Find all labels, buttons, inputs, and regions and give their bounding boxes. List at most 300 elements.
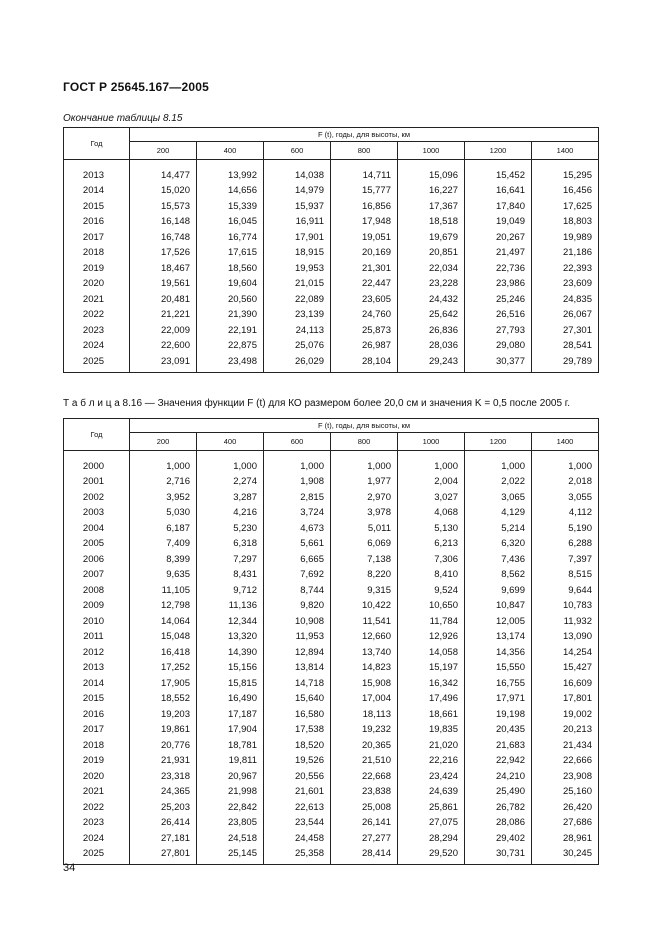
table-row [64, 645, 599, 661]
value-cell: 17,901 [264, 230, 331, 246]
height-column-header: 1000 [398, 433, 465, 451]
value-cell: 17,625 [532, 199, 599, 215]
value-cell: 21,931 [130, 754, 197, 770]
value-cell: 14,718 [264, 676, 331, 692]
value-cell: 24,458 [264, 831, 331, 847]
year-cell: 2011 [64, 630, 130, 646]
value-cell: 22,875 [197, 339, 264, 355]
value-cell: 14,254 [532, 645, 599, 661]
table-row [64, 583, 599, 599]
value-cell: 21,510 [331, 754, 398, 770]
value-cell: 28,414 [331, 847, 398, 865]
value-cell: 18,661 [398, 707, 465, 723]
value-cell: 26,414 [130, 816, 197, 832]
table-8-16 [63, 418, 599, 865]
value-cell: 28,541 [532, 339, 599, 355]
value-cell: 8,399 [130, 552, 197, 568]
value-cell: 8,220 [331, 568, 398, 584]
value-cell: 5,030 [130, 506, 197, 522]
value-cell: 23,424 [398, 769, 465, 785]
value-cell: 23,805 [197, 816, 264, 832]
table-row [64, 552, 599, 568]
year-cell: 2010 [64, 614, 130, 630]
height-column-header: 200 [130, 142, 197, 160]
table-row [64, 630, 599, 646]
year-column-header: Год [64, 419, 130, 451]
year-cell: 2015 [64, 199, 130, 215]
value-cell: 12,894 [264, 645, 331, 661]
value-cell: 3,065 [465, 490, 532, 506]
value-cell: 30,731 [465, 847, 532, 865]
value-cell: 20,776 [130, 738, 197, 754]
table-row [64, 614, 599, 630]
value-cell: 16,856 [331, 199, 398, 215]
value-cell: 22,191 [197, 323, 264, 339]
value-cell: 21,015 [264, 277, 331, 293]
value-cell: 15,156 [197, 661, 264, 677]
year-cell: 2017 [64, 723, 130, 739]
value-cell: 23,318 [130, 769, 197, 785]
table-row [64, 754, 599, 770]
value-cell: 29,080 [465, 339, 532, 355]
height-column-header: 1200 [465, 433, 532, 451]
value-cell: 15,295 [532, 160, 599, 184]
height-column-header: 800 [331, 142, 398, 160]
value-cell: 25,145 [197, 847, 264, 865]
year-cell: 2012 [64, 645, 130, 661]
height-column-header: 600 [264, 142, 331, 160]
value-cell: 25,246 [465, 292, 532, 308]
value-cell: 26,141 [331, 816, 398, 832]
year-cell: 2000 [64, 451, 130, 475]
year-cell: 2013 [64, 661, 130, 677]
value-cell: 27,301 [532, 323, 599, 339]
table-row [64, 568, 599, 584]
year-cell: 2013 [64, 160, 130, 184]
value-cell: 18,560 [197, 261, 264, 277]
value-cell: 23,605 [331, 292, 398, 308]
year-cell: 2015 [64, 692, 130, 708]
value-cell: 3,724 [264, 506, 331, 522]
year-cell: 2018 [64, 738, 130, 754]
year-cell: 2008 [64, 583, 130, 599]
value-cell: 16,456 [532, 184, 599, 200]
value-cell: 18,781 [197, 738, 264, 754]
year-cell: 2014 [64, 184, 130, 200]
value-cell: 6,069 [331, 537, 398, 553]
value-cell: 18,518 [398, 215, 465, 231]
value-cell: 20,851 [398, 246, 465, 262]
value-cell: 23,544 [264, 816, 331, 832]
value-cell: 11,541 [331, 614, 398, 630]
value-cell: 4,068 [398, 506, 465, 522]
table-row [64, 451, 599, 475]
value-cell: 7,306 [398, 552, 465, 568]
value-cell: 1,908 [264, 475, 331, 491]
value-cell: 16,774 [197, 230, 264, 246]
value-cell: 21,998 [197, 785, 264, 801]
value-cell: 1,000 [130, 451, 197, 475]
value-cell: 12,660 [331, 630, 398, 646]
value-cell: 23,838 [331, 785, 398, 801]
value-cell: 17,496 [398, 692, 465, 708]
value-cell: 26,516 [465, 308, 532, 324]
value-cell: 6,213 [398, 537, 465, 553]
value-cell: 22,736 [465, 261, 532, 277]
value-cell: 15,573 [130, 199, 197, 215]
value-cell: 17,187 [197, 707, 264, 723]
value-cell: 20,169 [331, 246, 398, 262]
value-cell: 15,815 [197, 676, 264, 692]
value-cell: 17,526 [130, 246, 197, 262]
value-cell: 14,823 [331, 661, 398, 677]
year-cell: 2005 [64, 537, 130, 553]
value-cell: 26,067 [532, 308, 599, 324]
value-cell: 13,740 [331, 645, 398, 661]
value-cell: 16,580 [264, 707, 331, 723]
value-cell: 7,409 [130, 537, 197, 553]
value-cell: 9,315 [331, 583, 398, 599]
value-cell: 23,986 [465, 277, 532, 293]
value-cell: 20,556 [264, 769, 331, 785]
height-column-header: 1400 [532, 433, 599, 451]
table-row [64, 261, 599, 277]
value-cell: 19,989 [532, 230, 599, 246]
value-cell: 15,937 [264, 199, 331, 215]
value-cell: 19,051 [331, 230, 398, 246]
value-cell: 8,410 [398, 568, 465, 584]
value-cell: 29,243 [398, 354, 465, 372]
value-cell: 4,673 [264, 521, 331, 537]
value-cell: 19,835 [398, 723, 465, 739]
value-cell: 23,609 [532, 277, 599, 293]
value-cell: 3,027 [398, 490, 465, 506]
value-cell: 17,004 [331, 692, 398, 708]
table-row [64, 339, 599, 355]
table-8-15 [63, 127, 599, 373]
table-row [64, 323, 599, 339]
value-cell: 1,000 [264, 451, 331, 475]
height-column-header: 800 [331, 433, 398, 451]
value-cell: 20,267 [465, 230, 532, 246]
table-row [64, 506, 599, 522]
value-cell: 15,777 [331, 184, 398, 200]
height-column-header: 200 [130, 433, 197, 451]
value-cell: 16,755 [465, 676, 532, 692]
year-cell: 2025 [64, 354, 130, 372]
value-cell: 1,977 [331, 475, 398, 491]
table-row [64, 292, 599, 308]
value-cell: 5,011 [331, 521, 398, 537]
value-cell: 24,365 [130, 785, 197, 801]
value-cell: 22,216 [398, 754, 465, 770]
value-cell: 19,811 [197, 754, 264, 770]
table-row [64, 599, 599, 615]
table-row [64, 354, 599, 372]
value-cell: 10,847 [465, 599, 532, 615]
value-cell: 10,783 [532, 599, 599, 615]
value-cell: 4,216 [197, 506, 264, 522]
value-cell: 12,344 [197, 614, 264, 630]
value-cell: 12,798 [130, 599, 197, 615]
value-cell: 9,644 [532, 583, 599, 599]
value-cell: 23,908 [532, 769, 599, 785]
value-cell: 14,064 [130, 614, 197, 630]
value-cell: 14,979 [264, 184, 331, 200]
year-cell: 2022 [64, 800, 130, 816]
value-cell: 6,288 [532, 537, 599, 553]
value-cell: 13,992 [197, 160, 264, 184]
value-cell: 15,020 [130, 184, 197, 200]
table-row [64, 661, 599, 677]
value-cell: 11,932 [532, 614, 599, 630]
height-group-header: F (t), годы, для высоты, км [130, 128, 599, 142]
value-cell: 7,692 [264, 568, 331, 584]
value-cell: 28,086 [465, 816, 532, 832]
value-cell: 17,615 [197, 246, 264, 262]
value-cell: 25,076 [264, 339, 331, 355]
table-row [64, 692, 599, 708]
value-cell: 20,435 [465, 723, 532, 739]
value-cell: 27,686 [532, 816, 599, 832]
value-cell: 27,075 [398, 816, 465, 832]
value-cell: 28,961 [532, 831, 599, 847]
height-column-header: 600 [264, 433, 331, 451]
year-cell: 2019 [64, 261, 130, 277]
value-cell: 20,560 [197, 292, 264, 308]
value-cell: 7,436 [465, 552, 532, 568]
value-cell: 25,873 [331, 323, 398, 339]
year-cell: 2019 [64, 754, 130, 770]
value-cell: 21,390 [197, 308, 264, 324]
value-cell: 25,203 [130, 800, 197, 816]
value-cell: 19,002 [532, 707, 599, 723]
year-cell: 2014 [64, 676, 130, 692]
value-cell: 19,049 [465, 215, 532, 231]
value-cell: 17,840 [465, 199, 532, 215]
value-cell: 12,005 [465, 614, 532, 630]
table-row [64, 816, 599, 832]
table-row [64, 199, 599, 215]
value-cell: 8,431 [197, 568, 264, 584]
value-cell: 10,650 [398, 599, 465, 615]
value-cell: 19,232 [331, 723, 398, 739]
value-cell: 14,711 [331, 160, 398, 184]
year-cell: 2024 [64, 339, 130, 355]
value-cell: 25,008 [331, 800, 398, 816]
year-cell: 2020 [64, 277, 130, 293]
value-cell: 16,148 [130, 215, 197, 231]
value-cell: 17,367 [398, 199, 465, 215]
value-cell: 1,000 [532, 451, 599, 475]
value-cell: 25,358 [264, 847, 331, 865]
value-cell: 4,112 [532, 506, 599, 522]
value-cell: 24,210 [465, 769, 532, 785]
value-cell: 14,477 [130, 160, 197, 184]
table-row [64, 707, 599, 723]
value-cell: 9,635 [130, 568, 197, 584]
value-cell: 16,045 [197, 215, 264, 231]
value-cell: 17,538 [264, 723, 331, 739]
value-cell: 21,434 [532, 738, 599, 754]
value-cell: 5,214 [465, 521, 532, 537]
year-cell: 2009 [64, 599, 130, 615]
value-cell: 25,160 [532, 785, 599, 801]
value-cell: 18,467 [130, 261, 197, 277]
document-title: ГОСТ Р 25645.167—2005 [63, 80, 209, 94]
value-cell: 22,613 [264, 800, 331, 816]
value-cell: 20,213 [532, 723, 599, 739]
value-cell: 15,096 [398, 160, 465, 184]
value-cell: 12,926 [398, 630, 465, 646]
value-cell: 1,000 [398, 451, 465, 475]
value-cell: 6,320 [465, 537, 532, 553]
value-cell: 14,390 [197, 645, 264, 661]
value-cell: 15,640 [264, 692, 331, 708]
value-cell: 17,948 [331, 215, 398, 231]
value-cell: 18,520 [264, 738, 331, 754]
value-cell: 24,639 [398, 785, 465, 801]
value-cell: 22,009 [130, 323, 197, 339]
height-group-header: F (t), годы, для высоты, км [130, 419, 599, 433]
value-cell: 28,294 [398, 831, 465, 847]
value-cell: 7,138 [331, 552, 398, 568]
table-row [64, 847, 599, 865]
table-row [64, 160, 599, 184]
value-cell: 1,000 [197, 451, 264, 475]
value-cell: 3,055 [532, 490, 599, 506]
year-cell: 2023 [64, 816, 130, 832]
table-row [64, 475, 599, 491]
year-cell: 2021 [64, 785, 130, 801]
value-cell: 20,967 [197, 769, 264, 785]
value-cell: 20,481 [130, 292, 197, 308]
value-cell: 19,953 [264, 261, 331, 277]
value-cell: 19,679 [398, 230, 465, 246]
value-cell: 16,911 [264, 215, 331, 231]
value-cell: 15,427 [532, 661, 599, 677]
value-cell: 18,113 [331, 707, 398, 723]
value-cell: 11,784 [398, 614, 465, 630]
value-cell: 3,978 [331, 506, 398, 522]
table-row [64, 277, 599, 293]
value-cell: 3,287 [197, 490, 264, 506]
value-cell: 26,987 [331, 339, 398, 355]
year-cell: 2006 [64, 552, 130, 568]
height-column-header: 400 [197, 142, 264, 160]
value-cell: 13,320 [197, 630, 264, 646]
value-cell: 22,842 [197, 800, 264, 816]
table-8-16-caption: Т а б л и ц а 8.16 — Значения функции F (t) для КО размером более 20,0 см и значения K = 0,5 после 2005 г. [63, 398, 571, 409]
value-cell: 9,712 [197, 583, 264, 599]
value-cell: 1,000 [331, 451, 398, 475]
value-cell: 10,908 [264, 614, 331, 630]
value-cell: 23,498 [197, 354, 264, 372]
value-cell: 6,318 [197, 537, 264, 553]
value-cell: 22,942 [465, 754, 532, 770]
table-row [64, 800, 599, 816]
value-cell: 29,789 [532, 354, 599, 372]
value-cell: 19,526 [264, 754, 331, 770]
year-cell: 2007 [64, 568, 130, 584]
height-column-header: 1200 [465, 142, 532, 160]
value-cell: 19,203 [130, 707, 197, 723]
table-row [64, 308, 599, 324]
value-cell: 1,000 [465, 451, 532, 475]
year-cell: 2023 [64, 323, 130, 339]
value-cell: 15,197 [398, 661, 465, 677]
value-cell: 21,497 [465, 246, 532, 262]
value-cell: 16,609 [532, 676, 599, 692]
year-cell: 2025 [64, 847, 130, 865]
value-cell: 22,668 [331, 769, 398, 785]
table-row [64, 215, 599, 231]
value-cell: 22,034 [398, 261, 465, 277]
value-cell: 26,782 [465, 800, 532, 816]
value-cell: 11,105 [130, 583, 197, 599]
value-cell: 19,198 [465, 707, 532, 723]
value-cell: 29,402 [465, 831, 532, 847]
value-cell: 29,520 [398, 847, 465, 865]
value-cell: 16,748 [130, 230, 197, 246]
value-cell: 24,432 [398, 292, 465, 308]
value-cell: 27,181 [130, 831, 197, 847]
year-cell: 2016 [64, 707, 130, 723]
value-cell: 24,518 [197, 831, 264, 847]
value-cell: 9,699 [465, 583, 532, 599]
value-cell: 2,716 [130, 475, 197, 491]
value-cell: 19,861 [130, 723, 197, 739]
value-cell: 15,048 [130, 630, 197, 646]
value-cell: 2,274 [197, 475, 264, 491]
year-cell: 2018 [64, 246, 130, 262]
value-cell: 8,515 [532, 568, 599, 584]
year-cell: 2024 [64, 831, 130, 847]
value-cell: 9,524 [398, 583, 465, 599]
table-8-15-caption: Окончание таблицы 8.15 [63, 113, 183, 124]
table-row [64, 246, 599, 262]
height-column-header: 1400 [532, 142, 599, 160]
value-cell: 13,814 [264, 661, 331, 677]
year-cell: 2017 [64, 230, 130, 246]
value-cell: 10,422 [331, 599, 398, 615]
value-cell: 30,245 [532, 847, 599, 865]
value-cell: 7,297 [197, 552, 264, 568]
value-cell: 14,356 [465, 645, 532, 661]
value-cell: 15,452 [465, 160, 532, 184]
value-cell: 21,221 [130, 308, 197, 324]
value-cell: 14,058 [398, 645, 465, 661]
value-cell: 20,365 [331, 738, 398, 754]
value-cell: 14,038 [264, 160, 331, 184]
value-cell: 15,908 [331, 676, 398, 692]
value-cell: 26,420 [532, 800, 599, 816]
page-number: 34 [63, 862, 76, 874]
value-cell: 25,642 [398, 308, 465, 324]
value-cell: 25,490 [465, 785, 532, 801]
year-cell: 2021 [64, 292, 130, 308]
value-cell: 16,641 [465, 184, 532, 200]
value-cell: 17,252 [130, 661, 197, 677]
value-cell: 4,129 [465, 506, 532, 522]
value-cell: 21,601 [264, 785, 331, 801]
table-row [64, 769, 599, 785]
value-cell: 22,666 [532, 754, 599, 770]
value-cell: 16,342 [398, 676, 465, 692]
value-cell: 23,091 [130, 354, 197, 372]
value-cell: 24,760 [331, 308, 398, 324]
table-row [64, 490, 599, 506]
